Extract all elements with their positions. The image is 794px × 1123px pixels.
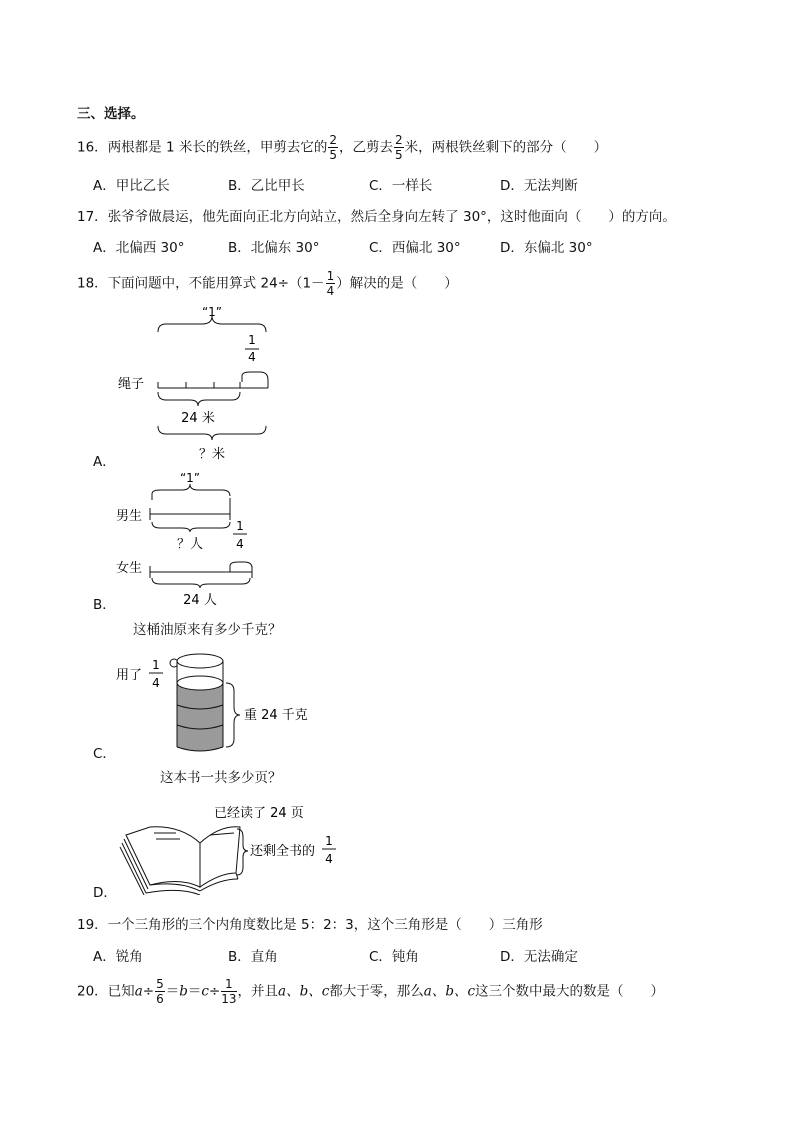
option-b-diagram[interactable] <box>110 468 270 608</box>
question-number: 16． <box>77 139 108 156</box>
weight-brace <box>226 683 240 747</box>
question-text: 一个三角形的三个内角度数比是 5：2：3，这个三角形是（ ）三角形 <box>107 917 543 933</box>
weight-label: 重 24 千克 <box>244 708 308 723</box>
option-d[interactable]: D．无法判断 <box>500 178 578 194</box>
top-brace <box>152 484 230 500</box>
frac-denominator: 4 <box>152 676 160 690</box>
girls-brace <box>152 578 250 588</box>
question-number: 17． <box>77 209 108 225</box>
known-label: 24 米 <box>181 411 215 426</box>
question-20: 20．已知a÷ $\frac{5}{6}$ ＝b＝c÷ $\frac{1}{13}$ ，并且a、b、c都大于零，那么a、b、c这三个数中最大的数是（ ） <box>77 977 665 1006</box>
option-c-diagram[interactable] <box>110 645 330 760</box>
question-text: 两根都是 1 米长的铁丝，甲剪去它的 <box>107 139 328 156</box>
option-c[interactable]: C．西偏北 30° <box>369 240 461 256</box>
option-b[interactable]: B．乙比甲长 <box>228 178 305 194</box>
option-d-label[interactable]: D． <box>93 885 117 901</box>
frac-numerator: 1 <box>325 834 333 848</box>
quarter-brace <box>242 372 268 382</box>
option-c-label[interactable]: C． <box>93 746 116 762</box>
quarter-brace <box>230 562 252 572</box>
unknown-label: ？人 <box>176 537 204 552</box>
option-a[interactable]: A．锐角 <box>93 949 143 965</box>
fraction: $\frac{1}{4}$ <box>326 269 335 298</box>
option-b[interactable]: B．北偏东 30° <box>228 240 320 256</box>
unknown-brace <box>158 426 266 440</box>
question-number: 19． <box>77 917 108 933</box>
boys-label: 男生 <box>116 509 143 524</box>
option-d[interactable]: D．东偏北 30° <box>500 240 593 256</box>
frac-denominator: 4 <box>325 852 333 866</box>
frac-numerator: 1 <box>248 333 256 347</box>
question-17 <box>77 205 676 225</box>
option-b-label[interactable]: B． <box>93 597 116 613</box>
oil-drum-icon <box>177 654 223 751</box>
unknown-label: ？米 <box>198 447 226 462</box>
frac-numerator: 1 <box>152 658 160 672</box>
unit-one-label: “1” <box>201 305 223 319</box>
known-label: 24 人 <box>183 593 217 608</box>
remain-label: 还剩全书的 <box>250 844 316 859</box>
option-b[interactable]: B．直角 <box>228 949 278 965</box>
frac-denominator: 4 <box>248 350 256 364</box>
read-label: 已经读了 24 页 <box>214 806 304 821</box>
question-number: 20． <box>77 983 108 1000</box>
option-a[interactable]: A．北偏西 30° <box>93 240 185 256</box>
top-brace <box>158 316 266 332</box>
known-brace <box>158 392 240 406</box>
fraction: $\frac{1}{13}$ <box>221 977 237 1006</box>
boys-brace <box>152 522 230 532</box>
section-title: 三、选择。 <box>77 106 145 122</box>
option-c-question: 这桶油原来有多少千克？ <box>133 622 282 638</box>
option-a[interactable]: A．甲比乙长 <box>93 178 170 194</box>
option-d-question: 这本书一共多少页？ <box>160 770 282 786</box>
girls-label: 女生 <box>116 561 143 576</box>
question-text: 张爷爷做晨运，他先面向正北方向站立，然后全身向左转了 30°，这时他面向（ ）的方向。 <box>107 209 676 225</box>
fraction: $\frac{5}{6}$ <box>156 977 164 1006</box>
unit-one-label: “1” <box>179 471 201 485</box>
option-d[interactable]: D．无法确定 <box>500 949 578 965</box>
frac-numerator: 1 <box>236 519 244 533</box>
question-text: 下面问题中，不能用算式 24÷（1－ <box>107 275 325 292</box>
option-a-diagram[interactable] <box>110 300 290 470</box>
book-icon <box>120 827 240 895</box>
question-16: 16．两根都是 1 米长的铁丝，甲剪去它的 $\frac{2}{5}$ ，乙剪去 $\frac{2}{5}$ 米，两根铁丝剩下的部分（ ） <box>77 133 608 162</box>
question-number: 18． <box>77 275 108 292</box>
frac-denominator: 4 <box>236 537 244 551</box>
fraction: $\frac{2}{5}$ <box>329 133 337 162</box>
option-c[interactable]: C．一样长 <box>369 178 433 194</box>
option-d-diagram[interactable] <box>110 795 350 895</box>
used-label: 用了 <box>116 668 143 683</box>
rope-label: 绳子 <box>118 377 145 392</box>
fraction: $\frac{2}{5}$ <box>395 133 403 162</box>
question-18: 18．下面问题中，不能用算式 24÷（1－ $\frac{1}{4}$ ）解决的是（ ） <box>77 269 458 298</box>
question-19 <box>77 913 543 933</box>
option-a-label[interactable]: A． <box>93 454 116 470</box>
option-c[interactable]: C．钝角 <box>369 949 419 965</box>
